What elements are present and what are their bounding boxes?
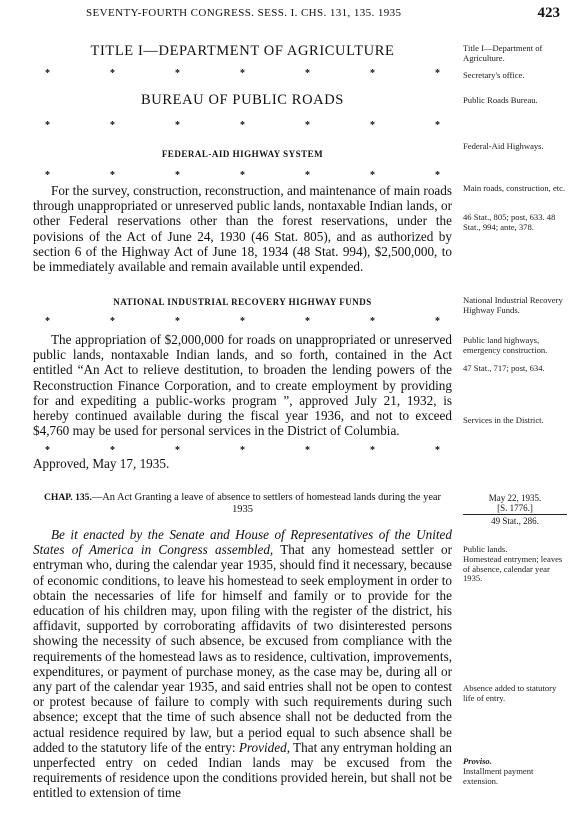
enactment-paragraph: [33, 527, 452, 801]
fed-aid-heading: FEDERAL-AID HIGHWAY SYSTEM: [161, 149, 324, 159]
running-head-text: SEVENTY-FOURTH CONGRESS. SESS. I. CHS. 131, 135. 1935: [86, 7, 402, 19]
ellipsis-stars-3: * * * * * * *: [45, 170, 440, 181]
bureau-heading: BUREAU OF PUBLIC ROADS: [141, 92, 344, 108]
chapter-title: —An Act Granting a leave of absence to settlers of homestead lands during the year 1935: [91, 492, 442, 515]
margin-note-nirh: National Industrial Recovery Highway Funds.: [463, 295, 563, 315]
margin-note-public-lands: Public lands.: [463, 544, 508, 554]
ellipsis-stars-5: * * * * * * *: [45, 445, 440, 456]
nirh-heading: NATIONAL INDUSTRIAL RECOVERY HIGHWAY FUNDS: [113, 297, 372, 307]
ellipsis-stars-1: * * * * * * *: [45, 68, 440, 79]
margin-note-citation-1: 46 Stat., 805; post, 633. 48 Stat., 994; ante, 378.: [463, 212, 556, 232]
margin-note-public-land: Public land highways, emergency construction.: [463, 335, 548, 355]
nirh-paragraph: The appropriation of $2,000,000 for roads on unappropriated or unreserved public lands, nontaxable Indian lands, and so forth, contained in the Act entitled “An Act to relieve destitution, to broaden the lending powers of the Reconstruction Finance Corporation, and to create employment by providing for and expediting a public-works program ”, approved July 21, 1932, is hereby continued available during the fiscal year 1936, and not to exceed $4,760 may be used for personal services in the District of Columbia.: [33, 332, 452, 439]
proviso-word: Provided,: [238, 739, 290, 755]
chapter-label: CHAP. 135.: [43, 492, 92, 503]
enactment-text-2: That any entryman holding an unperfected entry on ceded Indian lands may be excused from the requirements of residence upon the conditions provided herein, but shall not be entitled to extension of time: [33, 739, 453, 801]
margin-note-services: Services in the District.: [463, 415, 544, 425]
ellipsis-stars-2: * * * * * * *: [45, 120, 440, 131]
stat-citation: 49 Stat., 286.: [491, 516, 539, 526]
running-header: [86, 7, 566, 19]
page-number: 423: [537, 5, 560, 21]
margin-note-homestead: Homestead entrymen; leaves of absence, calendar year 1935.: [463, 554, 563, 584]
proviso-label: Proviso.: [463, 756, 492, 766]
enacting-clause: Be it enacted by the Senate and House of Representatives of the United States of America in Congress assembled,: [33, 527, 452, 558]
date-approved: May 22, 1935.: [488, 493, 542, 503]
margin-note-fed-aid: Federal-Aid Highways.: [463, 141, 544, 151]
bill-number: [S. 1776.]: [497, 503, 533, 513]
margin-note-absence: Absence added to statutory life of entry.: [463, 683, 557, 703]
margin-note-installment: Installment payment extension.: [463, 766, 534, 786]
title-department: TITLE I—DEPARTMENT OF AGRICULTURE: [90, 43, 395, 59]
date-rule: [463, 514, 567, 515]
ellipsis-stars-4: * * * * * * *: [45, 316, 440, 327]
margin-note-secretary: Secretary's office.: [463, 70, 525, 80]
enactment-text: That any homestead settler or entryman who, during the calendar year 1935, should find it necessary, because of economic conditions, to leave his homestead to seek employment in order to obtain the necessaries of life for himself and family or to provide for the education of his children may, upon filing with the register of the district, his affidavit, supported by corroborating affidavits of two disinterested persons showing the necessity of such absence, be excused from compliance with the requirements of the homestead laws as to residence, cultivation, improvements, expenditures, or payment of purchase money, as the case may be, during all or any part of the calendar year 1935, and said entries shall not be open to contest or protest because of failure to comply with such requirements during such absence; except that the time of such absence shall not be deducted from the actual residence required by law, but a period equal to such absence shall be added to the statutory life of the entry:: [33, 542, 452, 755]
margin-note-title: Title I—Department of Agriculture.: [463, 43, 543, 63]
margin-note-roads: Public Roads Bureau.: [463, 95, 538, 105]
margin-note-citation-2: 47 Stat., 717; post, 634.: [463, 363, 545, 373]
approved-line: Approved, May 17, 1935.: [33, 456, 170, 471]
margin-note-main-roads: Main roads, construction, etc.: [463, 183, 566, 193]
chapter-heading: [33, 492, 452, 516]
date-box: [463, 493, 567, 526]
fed-aid-paragraph: For the survey, construction, reconstruction, and maintenance of main roads through unappropriated or unreserved public lands, nontaxable Indian lands, or other Federal reservations other than the forest reservations, under the povisions of the Act of June 24, 1930 (46 Stat. 805), and as authorized by section 6 of the Highway Act of June 18, 1934 (48 Stat. 994), $2,500,000, to be immediately available and remain available until expended.: [33, 183, 452, 275]
